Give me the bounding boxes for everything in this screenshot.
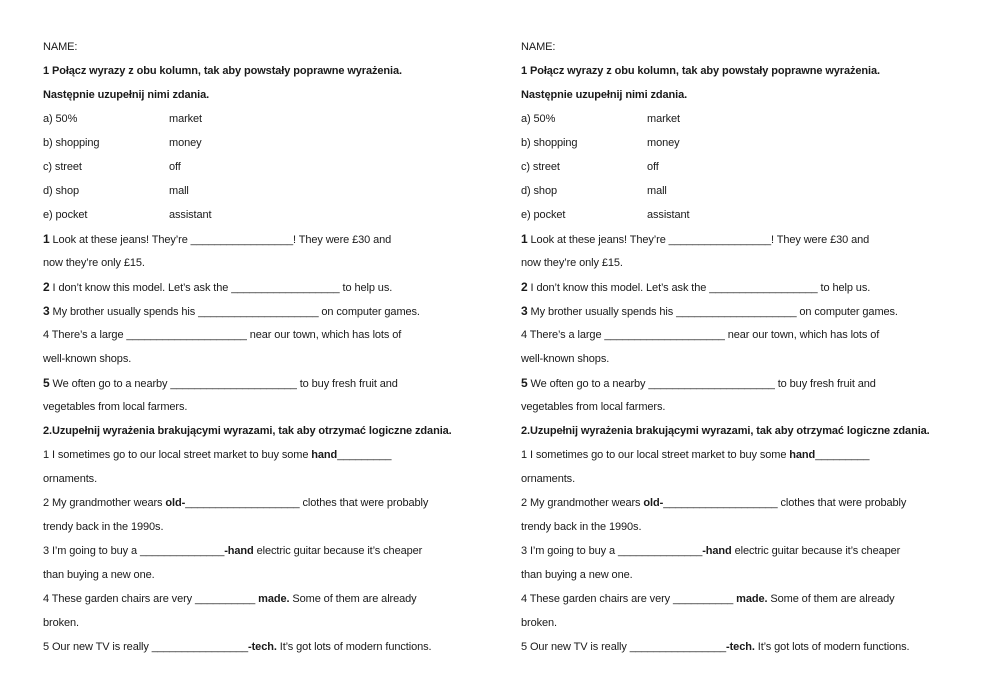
key-word: made. — [258, 593, 290, 605]
sentence-text: ___________________ clothes that were probably — [185, 497, 429, 509]
word-pair — [521, 107, 991, 131]
sentence-text: It’s got lots of modern functions. — [754, 641, 910, 653]
sentence-text: Look at these jeans! They’re _________________! They were £30 and — [527, 234, 870, 246]
sentence-number: 3 — [43, 304, 50, 318]
sentence-text: 5 Our new TV is really ________________ — [43, 641, 249, 653]
word-right: off — [169, 161, 181, 173]
word-right: mall — [169, 185, 189, 197]
exercise1-title-line2: Następnie uzupełnij nimi zdania. — [521, 89, 688, 101]
sentence-text: There’s a large ____________________ near our town, which has lots of — [527, 329, 880, 341]
sentence-number: 2 — [521, 280, 528, 294]
key-word: -hand — [224, 545, 254, 557]
ex2-sentence-5 — [43, 635, 513, 659]
sentence-number: 4 — [521, 329, 528, 341]
word-right: mall — [647, 185, 667, 197]
ex1-sentence-1-cont: now they’re only £15. — [521, 257, 623, 269]
word-right: money — [169, 137, 202, 149]
exercise1-title-line1: 1 Połącz wyrazy z obu kolumn, tak aby powstały poprawne wyrażenia. — [521, 65, 880, 77]
word-pair — [43, 203, 513, 227]
sentence-number: 1 — [43, 232, 50, 246]
ex2-sentence-2-cont: trendy back in the 1990s. — [43, 521, 164, 533]
ex2-sentence-3-cont: than buying a new one. — [521, 569, 633, 581]
sentence-text: I don’t know this model. Let’s ask the __________________ to help us. — [49, 282, 393, 294]
sentence-text: It’s got lots of modern functions. — [276, 641, 432, 653]
word-right: market — [169, 113, 203, 125]
sentence-text: Some of them are already — [767, 593, 895, 605]
sentence-text: Look at these jeans! They’re _________________! They were £30 and — [49, 234, 392, 246]
ex2-sentence-2 — [521, 491, 991, 515]
sentence-text: 2 My grandmother wears — [521, 497, 644, 509]
sentence-text: My brother usually spends his ____________________ on computer games. — [527, 306, 898, 318]
ex1-sentence-4 — [521, 323, 991, 347]
sentence-number: 5 — [521, 376, 528, 390]
word-left: c) street — [43, 161, 82, 173]
sentence-text: I don’t know this model. Let’s ask the __________________ to help us. — [527, 282, 871, 294]
sentence-text: electric guitar because it’s cheaper — [253, 545, 423, 557]
sentence-text: 1 I sometimes go to our local street market to buy some — [521, 449, 790, 461]
word-left: c) street — [521, 161, 560, 173]
exercise1-title-line2: Następnie uzupełnij nimi zdania. — [43, 89, 210, 101]
ex2-sentence-5 — [521, 635, 991, 659]
sentence-text: _________ — [815, 449, 870, 461]
sentence-number: 2 — [43, 280, 50, 294]
ex1-sentence-4-cont: well-known shops. — [521, 353, 610, 365]
sentence-number: 1 — [521, 232, 528, 246]
key-word: made. — [736, 593, 768, 605]
word-left: d) shop — [521, 185, 557, 197]
name-label: NAME: — [43, 41, 78, 53]
ex2-sentence-2-cont: trendy back in the 1990s. — [521, 521, 642, 533]
word-pair — [43, 179, 513, 203]
sentence-text: 3 I’m going to buy a ______________ — [43, 545, 225, 557]
word-left: a) 50% — [43, 113, 78, 125]
key-word: -hand — [702, 545, 732, 557]
name-label: NAME: — [521, 41, 556, 53]
word-pair — [521, 155, 991, 179]
word-pair — [43, 155, 513, 179]
ex1-sentence-3 — [521, 299, 991, 323]
worksheet-copy-left — [43, 35, 513, 659]
word-pair — [521, 203, 991, 227]
sentence-text: electric guitar because it’s cheaper — [731, 545, 901, 557]
ex1-sentence-2 — [43, 275, 513, 299]
ex2-sentence-3 — [521, 539, 991, 563]
word-left: e) pocket — [43, 209, 88, 221]
word-left: a) 50% — [521, 113, 556, 125]
ex1-sentence-5 — [521, 371, 991, 395]
word-left: d) shop — [43, 185, 79, 197]
word-left: b) shopping — [521, 137, 578, 149]
ex2-sentence-1 — [521, 443, 991, 467]
sentence-text: 4 These garden chairs are very __________ — [521, 593, 737, 605]
ex2-sentence-4-cont: broken. — [43, 617, 79, 629]
ex2-sentence-3-cont: than buying a new one. — [43, 569, 155, 581]
word-left: b) shopping — [43, 137, 100, 149]
sentence-text: Some of them are already — [289, 593, 417, 605]
word-left: e) pocket — [521, 209, 566, 221]
key-word: -tech. — [726, 641, 755, 653]
ex1-sentence-4 — [43, 323, 513, 347]
ex1-sentence-3 — [43, 299, 513, 323]
sentence-text: There’s a large ____________________ near our town, which has lots of — [49, 329, 402, 341]
word-right: money — [647, 137, 680, 149]
ex2-sentence-1-cont: ornaments. — [521, 473, 576, 485]
sentence-number: 5 — [43, 376, 50, 390]
key-word: hand — [311, 449, 338, 461]
key-word: hand — [789, 449, 816, 461]
word-pair — [521, 179, 991, 203]
ex2-sentence-1 — [43, 443, 513, 467]
exercise2-title: 2.Uzupełnij wyrażenia brakującymi wyrazami, tak aby otrzymać logiczne zdania. — [43, 425, 452, 437]
sentence-text: 2 My grandmother wears — [43, 497, 166, 509]
ex2-sentence-4 — [43, 587, 513, 611]
sentence-text: My brother usually spends his ____________________ on computer games. — [49, 306, 420, 318]
word-right: off — [647, 161, 659, 173]
word-right: market — [647, 113, 681, 125]
sentence-number: 3 — [521, 304, 528, 318]
ex1-sentence-5-cont: vegetables from local farmers. — [521, 401, 666, 413]
ex1-sentence-5 — [43, 371, 513, 395]
exercise2-title: 2.Uzupełnij wyrażenia brakującymi wyrazami, tak aby otrzymać logiczne zdania. — [521, 425, 930, 437]
word-pair — [521, 131, 991, 155]
ex1-sentence-1 — [43, 227, 513, 251]
sentence-text: ___________________ clothes that were probably — [663, 497, 907, 509]
sentence-text: 4 These garden chairs are very __________ — [43, 593, 259, 605]
sentence-text: We often go to a nearby _____________________ to buy fresh fruit and — [49, 378, 398, 390]
word-pair — [43, 107, 513, 131]
exercise1-title-line1: 1 Połącz wyrazy z obu kolumn, tak aby powstały poprawne wyrażenia. — [43, 65, 402, 77]
ex1-sentence-2 — [521, 275, 991, 299]
ex2-sentence-2 — [43, 491, 513, 515]
sentence-text: _________ — [337, 449, 392, 461]
sentence-text: We often go to a nearby _____________________ to buy fresh fruit and — [527, 378, 876, 390]
word-right: assistant — [647, 209, 690, 221]
key-word: old- — [165, 497, 186, 509]
ex2-sentence-1-cont: ornaments. — [43, 473, 98, 485]
sentence-text: 1 I sometimes go to our local street market to buy some — [43, 449, 312, 461]
ex2-sentence-3 — [43, 539, 513, 563]
key-word: old- — [643, 497, 664, 509]
word-right: assistant — [169, 209, 212, 221]
worksheet-copy-right — [521, 35, 991, 659]
key-word: -tech. — [248, 641, 277, 653]
ex2-sentence-4 — [521, 587, 991, 611]
ex1-sentence-1-cont: now they’re only £15. — [43, 257, 145, 269]
sentence-number: 4 — [43, 329, 50, 341]
word-pair — [43, 131, 513, 155]
ex1-sentence-4-cont: well-known shops. — [43, 353, 132, 365]
ex1-sentence-5-cont: vegetables from local farmers. — [43, 401, 188, 413]
sentence-text: 5 Our new TV is really ________________ — [521, 641, 727, 653]
sentence-text: 3 I’m going to buy a ______________ — [521, 545, 703, 557]
ex2-sentence-4-cont: broken. — [521, 617, 557, 629]
ex1-sentence-1 — [521, 227, 991, 251]
